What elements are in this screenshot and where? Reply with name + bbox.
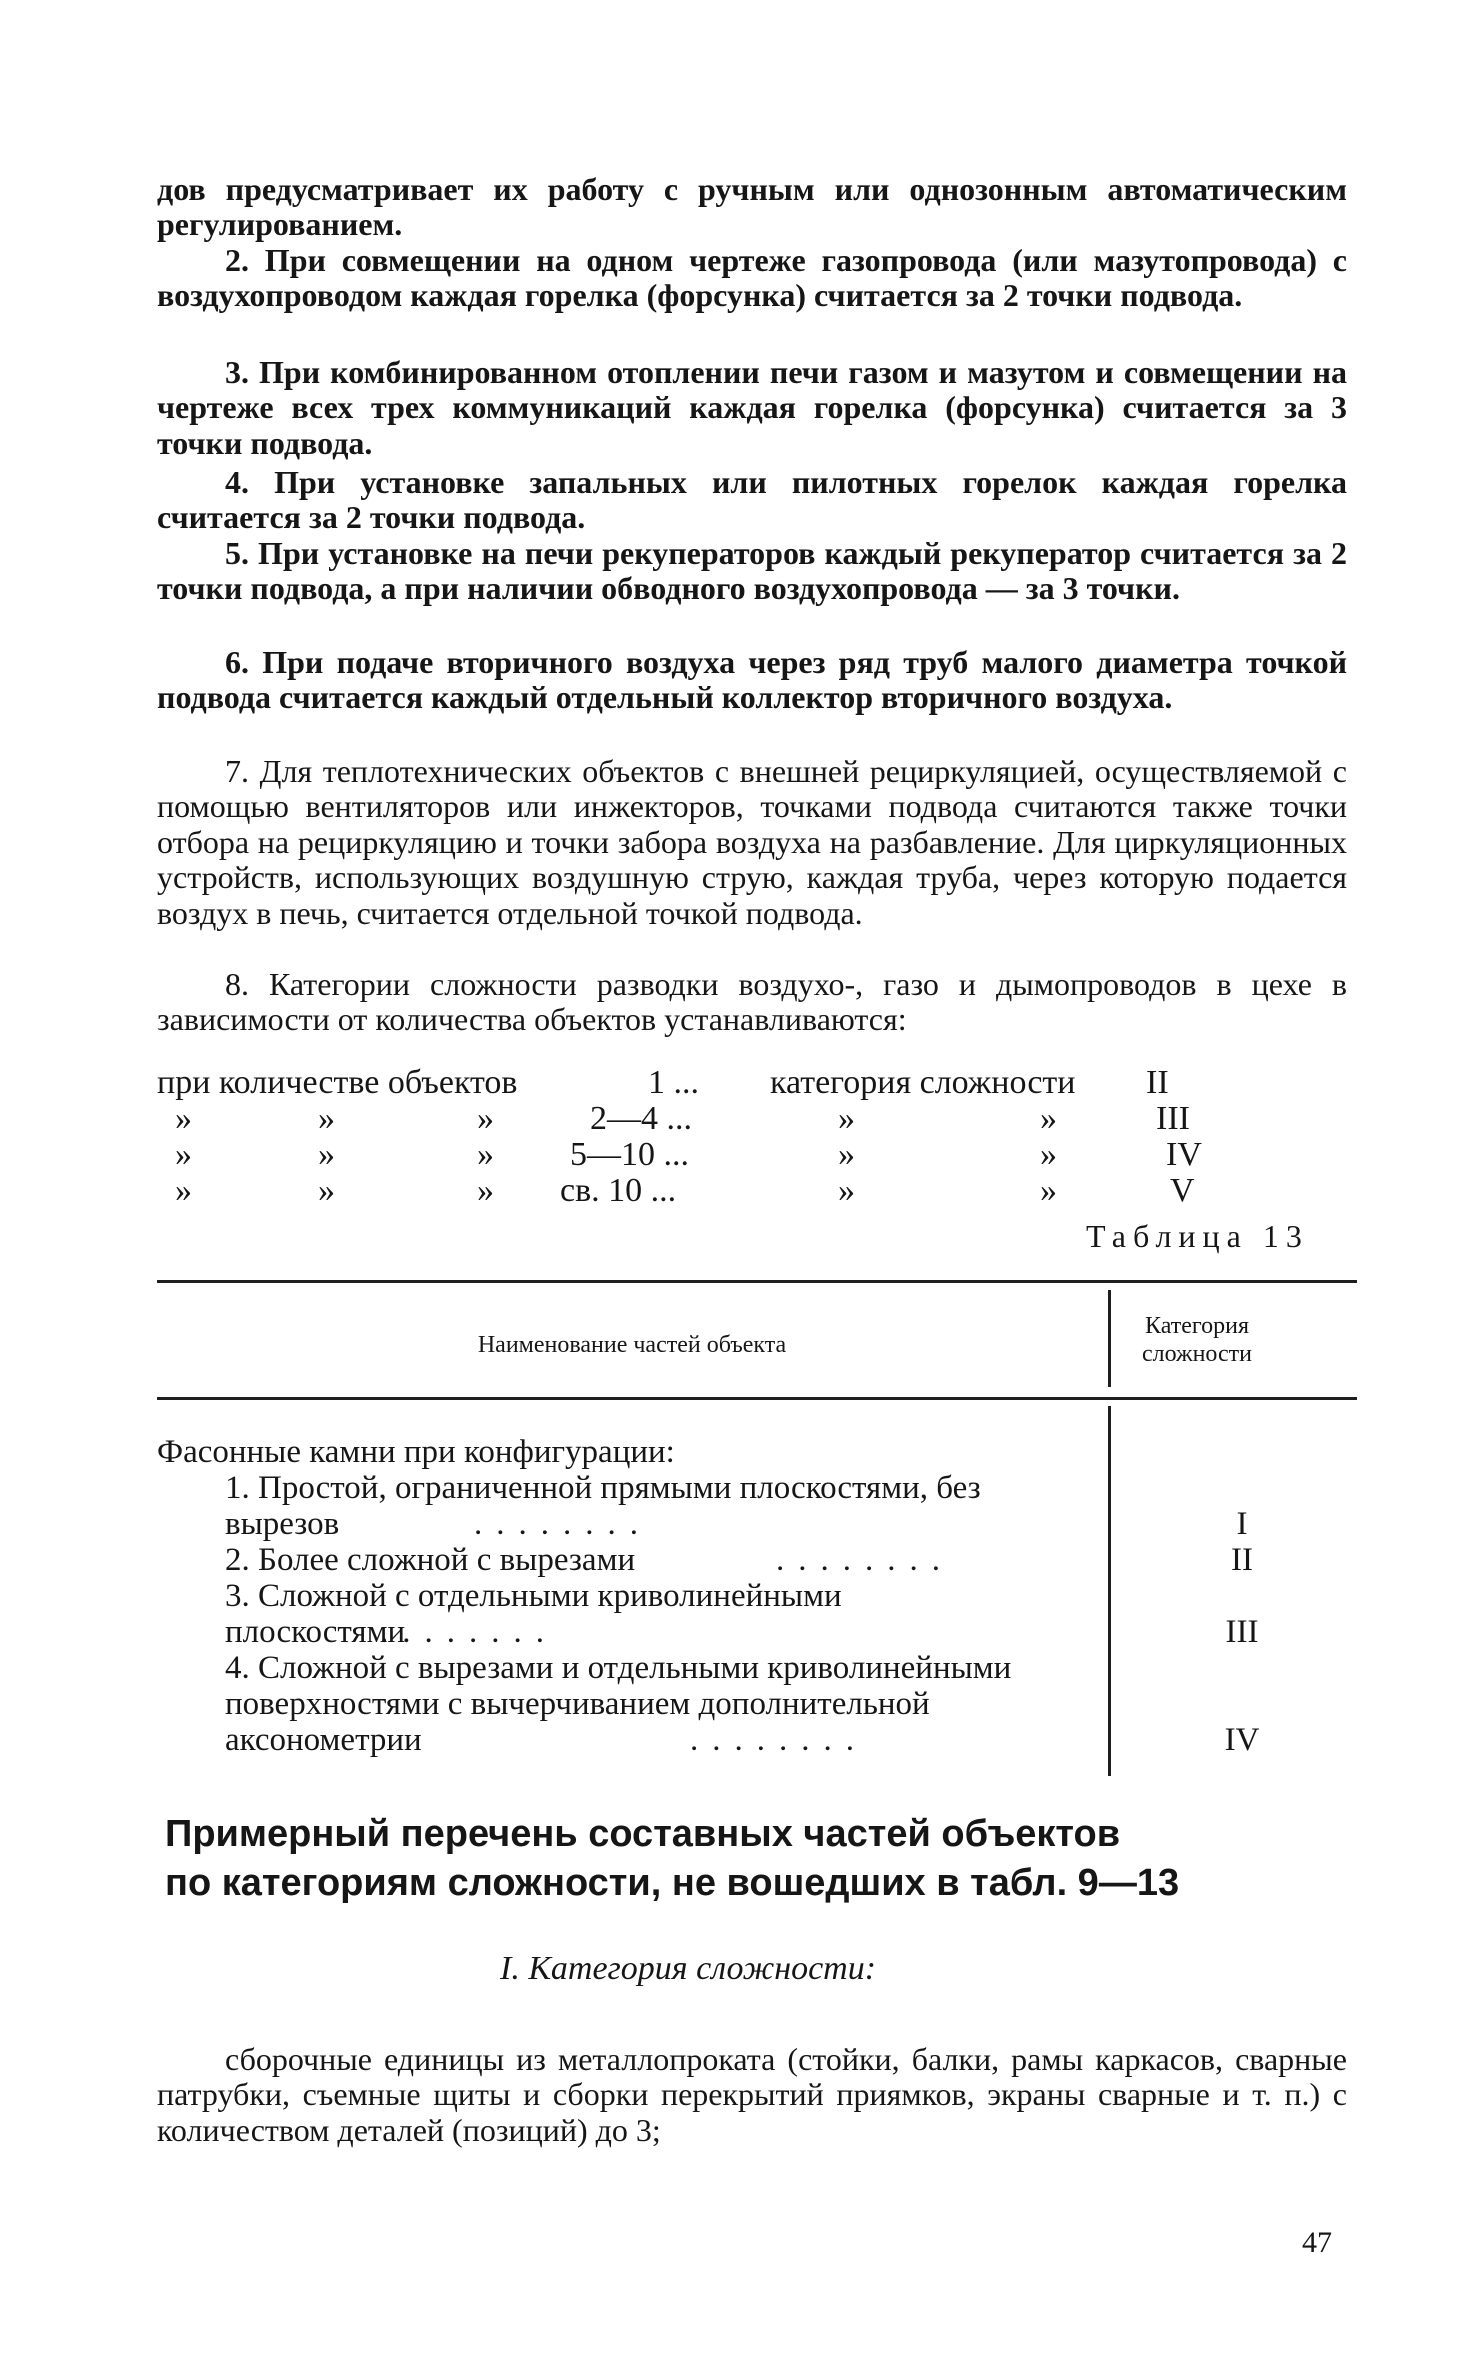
table-header-category: Категория сложности: [1141, 1313, 1253, 1367]
leader-dots: ........: [474, 1506, 652, 1542]
paragraph-2: 2. При совмещении на одном чертеже газопровода (или мазутопровода) с воздухопроводом каждая горелка (форсунка) считается за 2 точки подвода.: [157, 242, 1347, 314]
table-top-rule: [157, 1280, 1357, 1283]
table-header-rule: [157, 1397, 1357, 1400]
category-list-label: категория сложности: [770, 1064, 1076, 1101]
ditto-mark: »: [1040, 1172, 1057, 1209]
section-text: сборочные единицы из металлопроката (стойки, балки, рамы каркасов, сварные патрубки, съемные щиты и сборки перекрытий приямков, экраны сварные и т. п.) с количеством деталей (позиций) до 3;: [157, 2041, 1347, 2148]
ditto-mark: »: [318, 1100, 335, 1137]
section-subtitle: I. Категория сложности:: [500, 1950, 877, 1987]
ditto-mark: »: [838, 1136, 855, 1173]
ditto-mark: »: [175, 1172, 192, 1209]
ditto-mark: »: [318, 1136, 335, 1173]
ditto-mark: »: [477, 1136, 494, 1173]
section-title-line-1: Примерный перечень составных частей объектов: [165, 1813, 1121, 1855]
section-title-line-2: по категориям сложности, не вошедших в табл. 9—13: [165, 1862, 1180, 1904]
paragraph-7: 7. Для теплотехнических объектов с внешней рециркуляцией, осуществляемой с помощью вентиляторов или инжекторов, точками подвода считаются также точки отбора на рециркуляцию и точки забора воздуха на разбавление. Для циркуляционных устройств, использующих воздушную струю, каждая труба, через которую подается воздух в печь, считается отдельной точкой подвода.: [157, 753, 1347, 931]
table-header-name: Наименование частей объекта: [477, 1332, 787, 1358]
ditto-mark: »: [1040, 1100, 1057, 1137]
paragraph-8: 8. Категории сложности разводки воздухо-, газо и дымопроводов в цехе в зависимости от количества объектов устанавливаются:: [157, 966, 1347, 1038]
table-row-text: 3. Сложной с отдельными криволинейными плоскостями: [225, 1578, 842, 1650]
paragraph-3: 3. При комбинированном отоплении печи газом и мазутом и совмещении на чертеже всех трех коммуникаций каждая горелка (форсунка) считается за 3 точки подвода.: [157, 354, 1347, 461]
leader-dots: ........: [380, 1614, 558, 1650]
table-row-category: I: [1236, 1506, 1248, 1542]
category-list-lead: при количестве объектов: [157, 1064, 518, 1101]
paragraph-6: 6. При подаче вторичного воздуха через ряд труб малого диаметра точкой подвода считается каждый отдельный коллектор вторичного воздуха.: [157, 644, 1347, 716]
paragraph-continuation: дов предусматривает их работу с ручным или однозонным автоматическим регулированием.: [157, 171, 1347, 243]
category-value: IV: [1166, 1136, 1202, 1173]
ditto-mark: »: [477, 1172, 494, 1209]
category-value: V: [1170, 1172, 1195, 1209]
ditto-mark: »: [1040, 1136, 1057, 1173]
category-count: 1 ...: [648, 1064, 699, 1101]
table-row-category: IV: [1224, 1722, 1260, 1758]
category-count: 2—4 ...: [590, 1100, 692, 1137]
table-row-category: II: [1231, 1542, 1253, 1578]
table-row-category: III: [1225, 1614, 1259, 1650]
category-value: III: [1156, 1100, 1190, 1137]
ditto-mark: »: [477, 1100, 494, 1137]
table-row-text: 2. Более сложной с вырезами: [225, 1542, 636, 1578]
category-count: св. 10 ...: [560, 1172, 677, 1209]
leader-dots: ........: [776, 1542, 954, 1578]
page-number: 47: [1302, 2226, 1332, 2259]
leader-dots: ........: [690, 1722, 868, 1758]
ditto-mark: »: [175, 1136, 192, 1173]
ditto-mark: »: [175, 1100, 192, 1137]
paragraph-5: 5. При установке на печи рекуператоров каждый рекуператор считается за 2 точки подвода, а при наличии обводного воздухопровода — за 3 точки.: [157, 535, 1347, 607]
table-caption: Таблица 13: [1086, 1218, 1309, 1254]
ditto-mark: »: [318, 1172, 335, 1209]
category-count: 5—10 ...: [570, 1136, 689, 1173]
table-row-text: 1. Простой, ограниченной прямыми плоскостями, без вырезов: [225, 1470, 981, 1542]
paragraph-4: 4. При установке запальных или пилотных горелок каждая горелка считается за 2 точки подвода.: [157, 464, 1347, 536]
table-row-text: 4. Сложной с вырезами и отдельными криволинейными поверхностями с вычерчиванием дополнительной аксонометрии: [225, 1650, 1012, 1758]
table-group-label: Фасонные камни при конфигурации:: [157, 1434, 675, 1470]
ditto-mark: »: [838, 1172, 855, 1209]
category-value: II: [1146, 1064, 1169, 1101]
ditto-mark: »: [838, 1100, 855, 1137]
table-header-divider: [1108, 1290, 1111, 1387]
